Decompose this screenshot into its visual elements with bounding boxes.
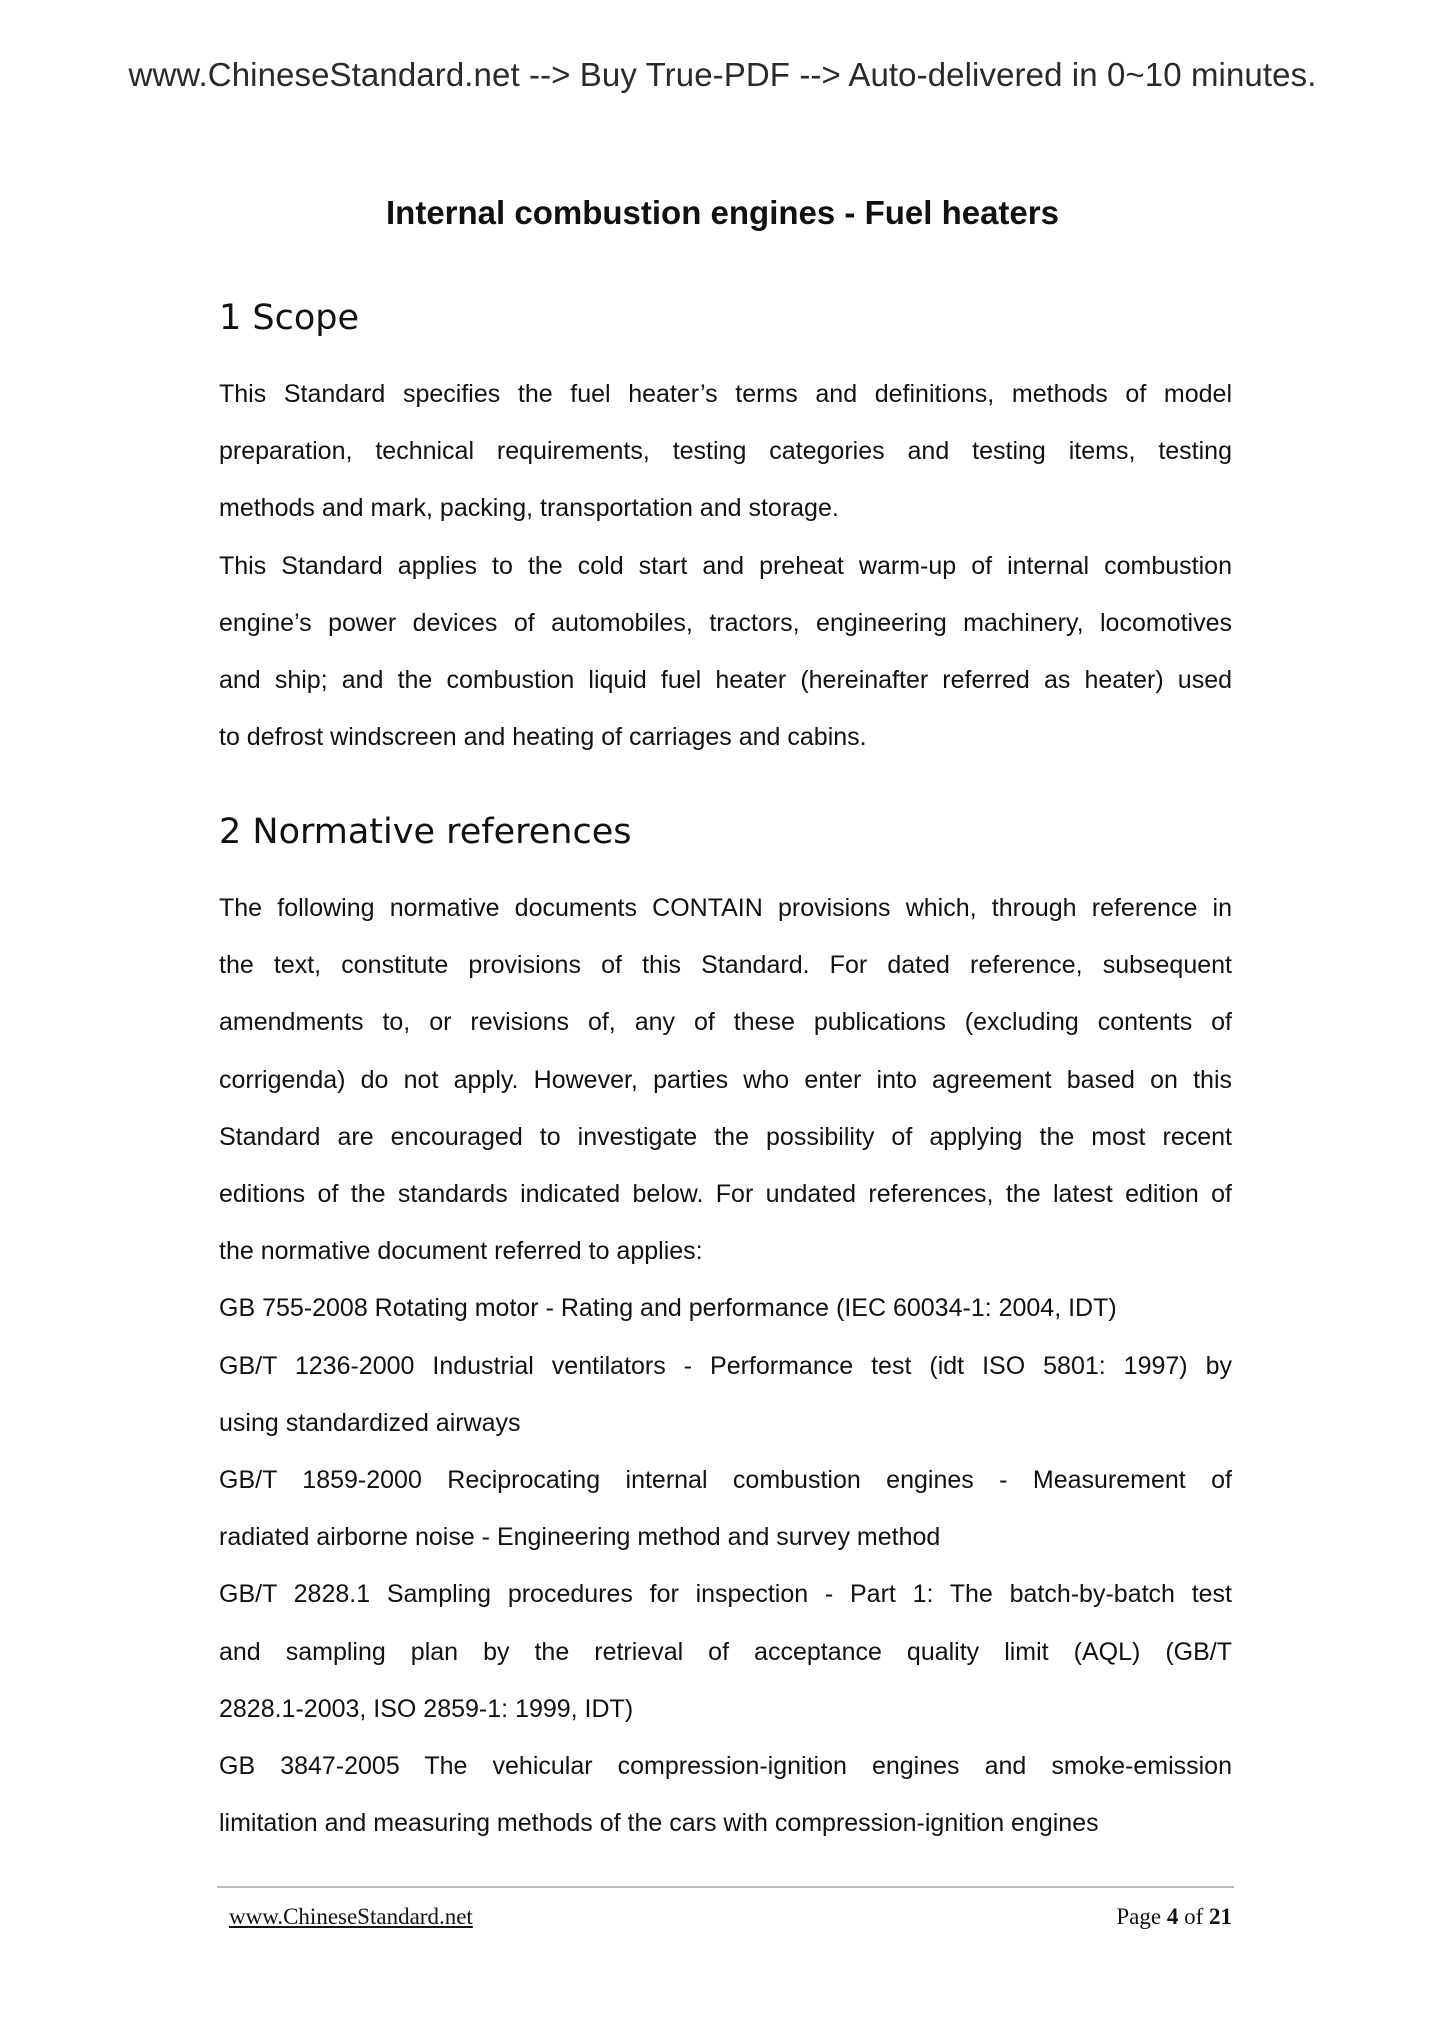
text-line: 2828.1-2003, ISO 2859-1: 1999, IDT) [219,1694,634,1723]
text-line: GB/T 2828.1 Sampling procedures for inspection - Part 1: The batch-by-batch test [219,1580,1232,1609]
text-line: and sampling plan by the retrieval of acceptance quality limit (AQL) (GB/T [219,1637,1232,1666]
text-line: GB/T 1236-2000 Industrial ventilators - Performance test (idt ISO 5801: 1997) by [219,1351,1232,1380]
footer-site-link[interactable]: www.ChineseStandard.net [229,1904,473,1929]
text-line: This Standard specifies the fuel heater’s terms and definitions, methods of model [219,380,1232,408]
text-line: amendments to, or revisions of, any of these publications (excluding contents of [219,1008,1232,1037]
scope-paragraph-2 [219,538,1232,767]
site-banner[interactable]: www.ChineseStandard.net --> Buy True-PDF --> Auto-delivered in 0~10 minutes. [128,56,1317,93]
document-title: Internal combustion engines - Fuel heaters [386,194,1059,231]
text-line: The following normative documents CONTAIN provisions which, through reference in [219,894,1232,922]
text-line: GB/T 1859-2000 Reciprocating internal combustion engines - Measurement of [219,1466,1232,1494]
text-line: the text, constitute provisions of this Standard. For dated reference, subsequent [219,951,1232,980]
text-line: the normative document referred to applies: [219,1237,703,1266]
text-line: radiated airborne noise - Engineering method and survey method [219,1523,941,1552]
text-line: to defrost windscreen and heating of carriages and cabins. [219,723,867,752]
text-line: using standardized airways [219,1408,521,1437]
section-heading-scope: 1 Scope [219,298,360,338]
scope-paragraph-1 [219,366,1232,538]
text-line: and ship; and the combustion liquid fuel heater (hereinafter referred as heater) used [219,665,1232,694]
page-of: of [1184,1904,1204,1929]
text-line: editions of the standards indicated below. For undated references, the latest edition of [219,1179,1232,1208]
text-line: preparation, technical requirements, testing categories and testing items, testing [219,437,1232,466]
reference-entry-gbt-1236 [219,1338,1232,1452]
normative-intro-paragraph [219,880,1232,1280]
page-prefix: Page [1116,1904,1162,1929]
page-total: 21 [1209,1904,1232,1929]
text-line: Standard are encouraged to investigate the possibility of applying the most recent [219,1122,1232,1151]
page-current: 4 [1166,1904,1179,1929]
reference-entry-gbt-2828 [219,1566,1232,1738]
text-line: limitation and measuring methods of the cars with compression-ignition engines [219,1809,1099,1838]
text-line: This Standard applies to the cold start and preheat warm-up of internal combustion [219,551,1232,580]
footer-divider [217,1886,1234,1888]
text-line: methods and mark, packing, transportation and storage. [219,494,839,523]
text-line: GB 755-2008 Rotating motor - Rating and performance (IEC 60034-1: 2004, IDT) [219,1294,1117,1323]
section-heading-normative-references: 2 Normative references [219,812,632,852]
reference-entry-gb-3847 [219,1738,1232,1852]
page-number [1116,1904,1232,1930]
reference-entry-gbt-1859 [219,1452,1232,1566]
text-line: GB 3847-2005 The vehicular compression-ignition engines and smoke-emission [219,1752,1232,1780]
reference-entry-gb-755 [219,1280,1232,1337]
text-line: engine’s power devices of automobiles, tractors, engineering machinery, locomotives [219,608,1232,637]
text-line: corrigenda) do not apply. However, parties who enter into agreement based on this [219,1065,1232,1094]
